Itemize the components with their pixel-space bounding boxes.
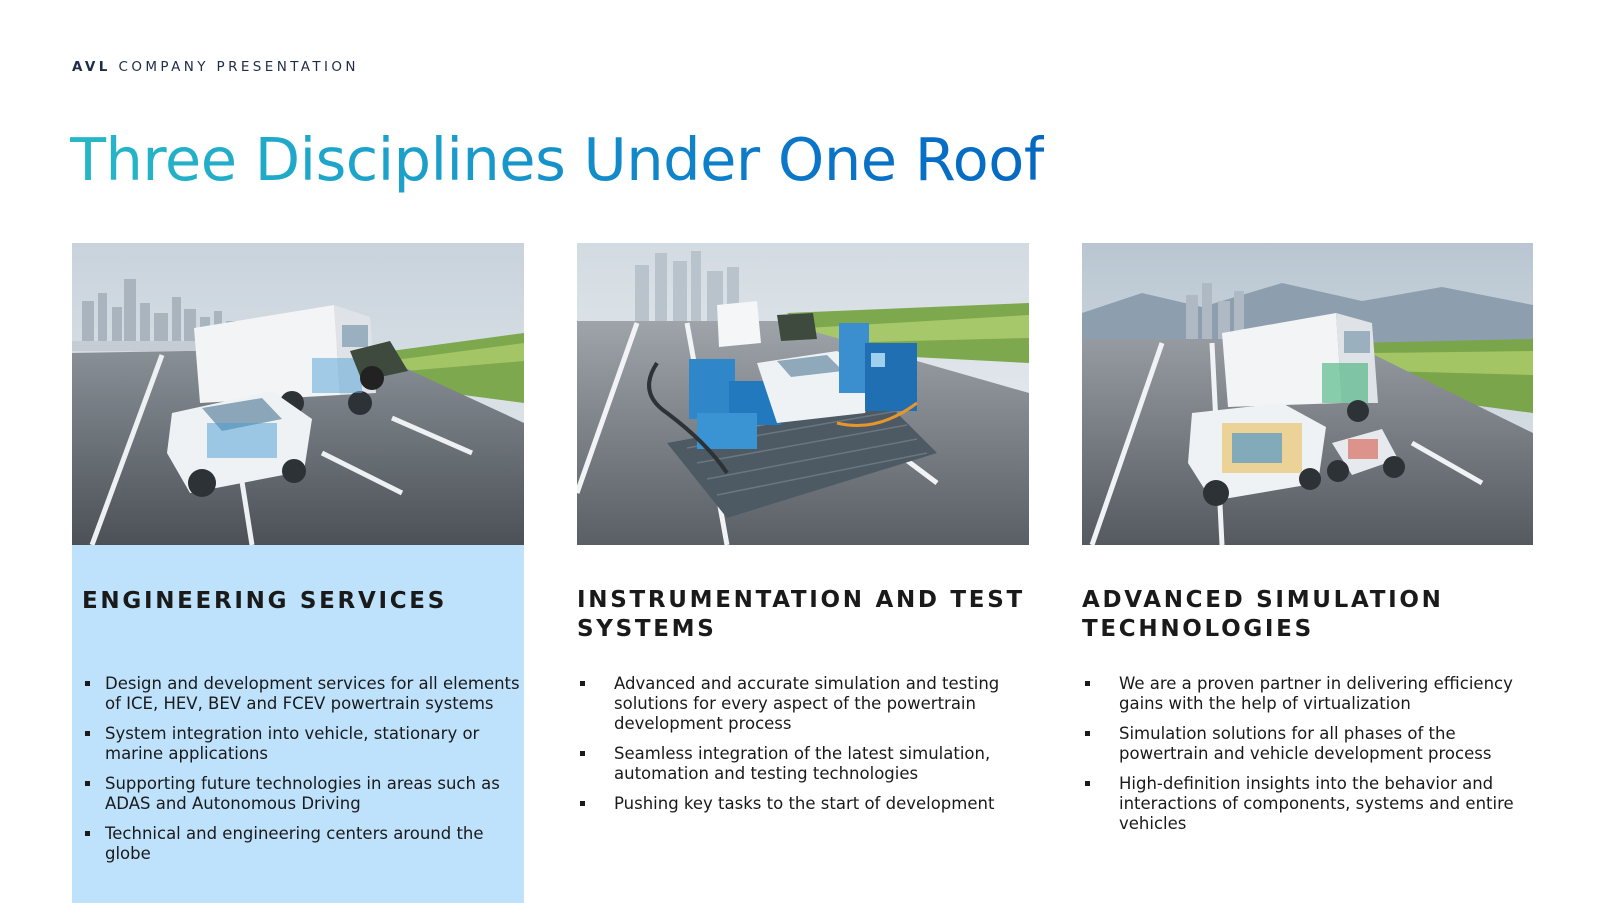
presentation-header [72, 59, 359, 75]
bullet-square-icon [85, 681, 90, 686]
list-item [1082, 674, 1533, 714]
bullet-square-icon [85, 781, 90, 786]
list-item-text: Supporting future technologies in areas such as ADAS and Autonomous Driving [105, 774, 500, 813]
header-subtitle: COMPANY PRESENTATION [118, 59, 359, 75]
bullet-square-icon [1085, 781, 1090, 786]
list-item [1082, 724, 1533, 764]
list-item [82, 724, 524, 764]
list-item [82, 824, 524, 864]
list-item [82, 674, 524, 714]
instrumentation-image [577, 243, 1029, 545]
list-item [577, 674, 1029, 734]
test-bench-scene-image [577, 243, 1029, 545]
bullet-square-icon [580, 681, 585, 686]
list-item-text: Technical and engineering centers around the globe [105, 824, 484, 863]
column-heading: ADVANCED SIMULATION TECHNOLOGIES [1082, 587, 1444, 642]
slide-title: Three Disciplines Under One Roof [70, 125, 1045, 194]
column-advanced-simulation [1082, 243, 1533, 844]
brand-label: AVL [72, 59, 111, 75]
list-item [82, 774, 524, 814]
column-instrumentation-test-systems [577, 243, 1029, 824]
list-item-text: Design and development services for all elements of ICE, HEV, BEV and FCEV powertrain systems [105, 674, 520, 713]
column-heading: INSTRUMENTATION AND TEST SYSTEMS [577, 587, 1025, 642]
engineering-services-image [72, 243, 524, 545]
bullet-list [1082, 645, 1533, 834]
bullet-list [72, 645, 524, 864]
list-item [1082, 774, 1533, 834]
simulation-scene-image [1082, 243, 1533, 545]
highway-scene-image-1 [72, 243, 524, 545]
list-item-text: Advanced and accurate simulation and testing solutions for every aspect of the powertrain development process [614, 674, 1000, 733]
column-engineering-services [72, 243, 524, 903]
bullet-square-icon [580, 751, 585, 756]
bullet-square-icon [85, 731, 90, 736]
list-item-text: High-definition insights into the behavior and interactions of components, systems and entire vehicles [1119, 774, 1514, 833]
simulation-image [1082, 243, 1533, 545]
list-item-text: Seamless integration of the latest simulation, automation and testing technologies [614, 744, 991, 783]
bullet-square-icon [1085, 731, 1090, 736]
bullet-square-icon [580, 801, 585, 806]
list-item [577, 794, 1029, 814]
bullet-list [577, 645, 1029, 814]
list-item-text: Pushing key tasks to the start of development [614, 794, 995, 813]
column-heading: ENGINEERING SERVICES [82, 588, 447, 614]
bullet-square-icon [85, 831, 90, 836]
list-item-text: We are a proven partner in delivering efficiency gains with the help of virtualization [1119, 674, 1513, 713]
bullet-square-icon [1085, 681, 1090, 686]
list-item [577, 744, 1029, 784]
list-item-text: Simulation solutions for all phases of the powertrain and vehicle development process [1119, 724, 1492, 763]
list-item-text: System integration into vehicle, stationary or marine applications [105, 724, 480, 763]
